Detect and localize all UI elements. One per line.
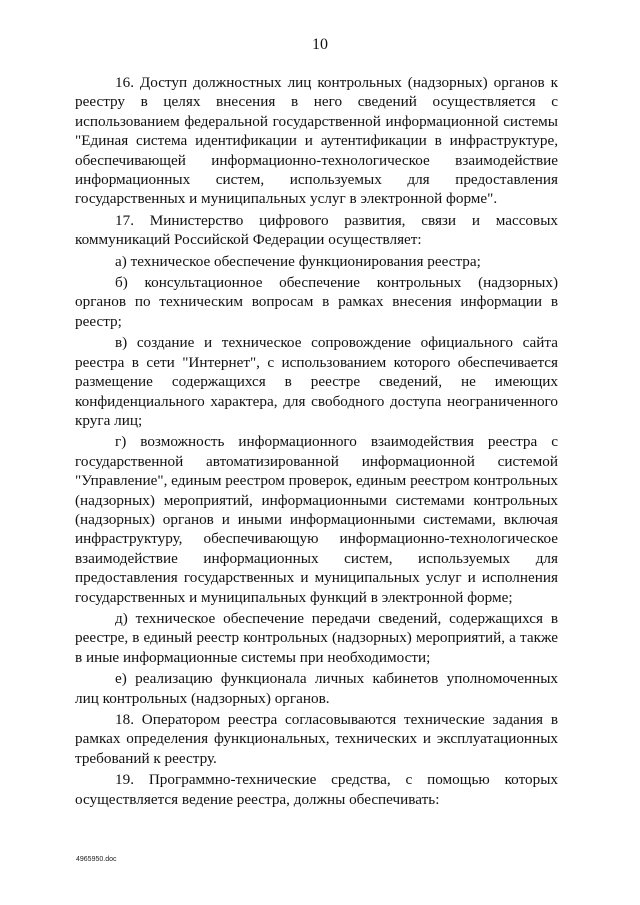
page-number: 10: [312, 36, 328, 53]
paragraph-16: 16. Доступ должностных лиц контрольных (надзорных) органов к реестру в целях внесения в него сведений осуществляется с использованием федеральной государственной информационной системы "Единая система идентификации и аутентификации в инфраструктуре, обеспечивающей информационно-технологическое взаимодействие информационных систем, используемых для предоставления государственных и муниципальных услуг в электронной форме".: [75, 74, 558, 208]
list-item-v: в) создание и техническое сопровождение официального сайта реестра в сети "Интернет", с использованием которого обеспечивается размещение содержащихся в реестре сведений, не имеющих конфиденциального характера, для свободного доступа неограниченного круга лиц;: [75, 334, 558, 429]
list-item-b: б) консультационное обеспечение контрольных (надзорных) органов по техническим вопросам в рамках внесения информации в реестр;: [75, 274, 558, 330]
list-item-d: д) техническое обеспечение передачи сведений, содержащихся в реестре, в единый реестр контрольных (надзорных) мероприятий, а также в иные информационные системы при необходимости;: [75, 609, 558, 666]
paragraph-17: 17. Министерство цифрового развития, связи и массовых коммуникаций Российской Федерации осуществляет:: [75, 211, 558, 249]
paragraph-18: 18. Оператором реестра согласовываются технические задания в рамках определения функциональных, технических и эксплуатационных требований к реестру.: [75, 711, 558, 767]
footer-filename: 4965950.doc: [76, 856, 117, 863]
document-body: [75, 73, 558, 811]
list-item-e: е) реализацию функционала личных кабинетов уполномоченных лиц контрольных (надзорных) органов.: [75, 670, 558, 707]
list-item-a: а) техническое обеспечение функционирования реестра;: [115, 252, 481, 270]
paragraph-19: 19. Программно-технические средства, с помощью которых осуществляется ведение реестра, должны обеспечивать:: [75, 771, 558, 808]
list-item-g: г) возможность информационного взаимодействия реестра с государственной автоматизированной информационной системой "Управление", единым реестром проверок, единым реестром контрольных (надзорных) мероприятий, информационными системами контрольных (надзорных) органов и иными информационными системами, включая инфраструктуру, обеспечивающую информационно-технологическое взаимодействие информационных систем, используемых для предоставления государственных и муниципальных услуг и исполнения государственных и муниципальных функций в электронной форме;: [75, 433, 558, 606]
